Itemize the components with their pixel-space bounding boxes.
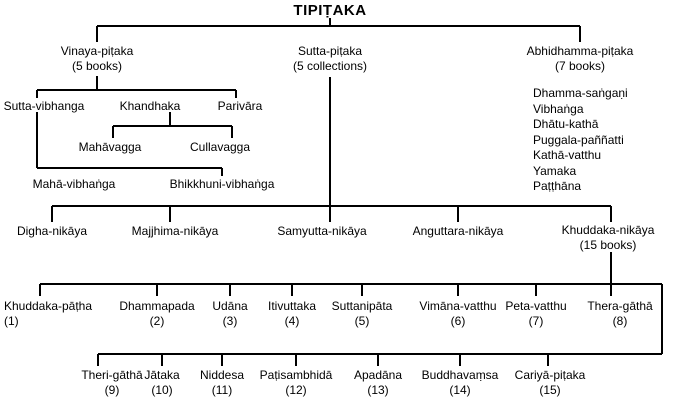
book-number: (13) bbox=[367, 383, 389, 397]
node-anguttara-nikaya: Anguttara-nikāya bbox=[412, 224, 504, 238]
book-number: (7) bbox=[528, 314, 544, 328]
book-number: (9) bbox=[104, 383, 120, 397]
abhidhamma-book: Vibhaṅga bbox=[533, 101, 584, 116]
book-name: Thera-gāthā bbox=[587, 299, 653, 313]
book-name: Cariyā-piṭaka bbox=[514, 368, 586, 382]
abhidhamma-name: Abhidhamma-piṭaka bbox=[526, 44, 634, 58]
abhidhamma-book: Dhātu-kathā bbox=[533, 117, 599, 131]
book-number: (12) bbox=[285, 383, 307, 397]
book-name: Apadāna bbox=[353, 368, 403, 382]
node-cullavagga: Cullavagga bbox=[189, 140, 251, 154]
node-khuddaka-patha bbox=[4, 299, 92, 329]
book-name: Vimāna-vatthu bbox=[419, 299, 497, 313]
book-name: Theri-gāthā bbox=[81, 368, 143, 382]
book-name: Khuddaka-pāṭha bbox=[3, 299, 93, 313]
book-name: Niddesa bbox=[199, 368, 245, 382]
node-vimana-vatthu bbox=[419, 299, 496, 329]
book-number: (2) bbox=[149, 314, 165, 328]
node-peta-vatthu bbox=[505, 299, 566, 329]
book-name: Buddhavaṃsa bbox=[421, 368, 499, 382]
khuddaka-name: Khuddaka-nikāya bbox=[561, 223, 655, 237]
book-number: (14) bbox=[449, 383, 471, 397]
book-number: (15) bbox=[539, 383, 561, 397]
book-number: (6) bbox=[450, 314, 466, 328]
book-name: Udāna bbox=[212, 299, 248, 313]
node-theri-gatha bbox=[81, 368, 142, 398]
node-cariya-pitaka bbox=[515, 368, 586, 398]
sutta-name: Sutta-piṭaka bbox=[297, 44, 363, 58]
book-number: (5) bbox=[354, 314, 370, 328]
abhidhamma-book: Kathā-vatthu bbox=[533, 148, 602, 162]
book-number: (1) bbox=[3, 314, 19, 328]
book-number: (11) bbox=[211, 383, 233, 397]
abhidhamma-count: (7 books) bbox=[554, 59, 606, 73]
book-number: (4) bbox=[284, 314, 300, 328]
node-suttanipata bbox=[332, 299, 393, 329]
book-number: (8) bbox=[612, 314, 628, 328]
node-majjhima-nikaya: Majjhima-nikāya bbox=[131, 224, 219, 238]
node-patisambhida bbox=[260, 368, 333, 398]
node-mahavagga: Mahāvagga bbox=[78, 140, 142, 154]
book-name: Suttanipāta bbox=[331, 299, 393, 313]
node-sutta-vibhanga: Sutta-vibhanga bbox=[3, 99, 85, 113]
node-vinaya-pitaka bbox=[61, 44, 134, 74]
node-khandhaka: Khandhaka bbox=[119, 99, 181, 113]
abhidhamma-book-list bbox=[533, 86, 628, 195]
node-maha-vibhanga: Mahā-vibhaṅga bbox=[32, 177, 116, 191]
abhidhamma-book: Dhamma-saṅgaṇi bbox=[533, 86, 628, 100]
node-niddesa bbox=[200, 368, 244, 398]
node-digha-nikaya: Digha-nikāya bbox=[16, 224, 88, 238]
node-buddhavamsa bbox=[422, 368, 499, 398]
node-dhammapada bbox=[119, 299, 194, 329]
node-khuddaka-nikaya bbox=[562, 223, 655, 253]
vinaya-count: (5 books) bbox=[71, 59, 123, 73]
book-number: (10) bbox=[151, 383, 173, 397]
book-number: (3) bbox=[222, 314, 238, 328]
node-udana bbox=[212, 299, 247, 329]
vinaya-name: Vinaya-piṭaka bbox=[60, 44, 134, 58]
abhidhamma-book: Puggala-paññatti bbox=[533, 132, 624, 147]
node-bhikkhuni-vibhanga: Bhikkhuni-vibhaṅga bbox=[169, 177, 275, 191]
node-abhidhamma-pitaka bbox=[527, 44, 634, 74]
book-name: Peta-vatthu bbox=[505, 299, 567, 313]
node-jataka bbox=[144, 368, 179, 398]
khuddaka-count: (15 books) bbox=[579, 238, 637, 252]
node-parivara: Parivāra bbox=[217, 99, 263, 113]
abhidhamma-book: Paṭṭhāna bbox=[533, 179, 582, 193]
node-thera-gatha bbox=[587, 299, 652, 329]
node-apadana bbox=[354, 368, 402, 398]
book-name: Dhammapada bbox=[119, 299, 195, 313]
node-sutta-pitaka bbox=[293, 44, 367, 74]
book-name: Jātaka bbox=[144, 368, 180, 382]
node-itivuttaka bbox=[268, 299, 316, 329]
book-name: Paṭisambhidā bbox=[259, 368, 333, 382]
node-samyutta-nikaya: Samyutta-nikāya bbox=[277, 224, 367, 238]
diagram-title: TIPIṬAKA bbox=[293, 2, 367, 19]
sutta-count: (5 collections) bbox=[292, 59, 368, 73]
book-name: Itivuttaka bbox=[267, 299, 317, 313]
abhidhamma-book: Yamaka bbox=[533, 163, 577, 178]
